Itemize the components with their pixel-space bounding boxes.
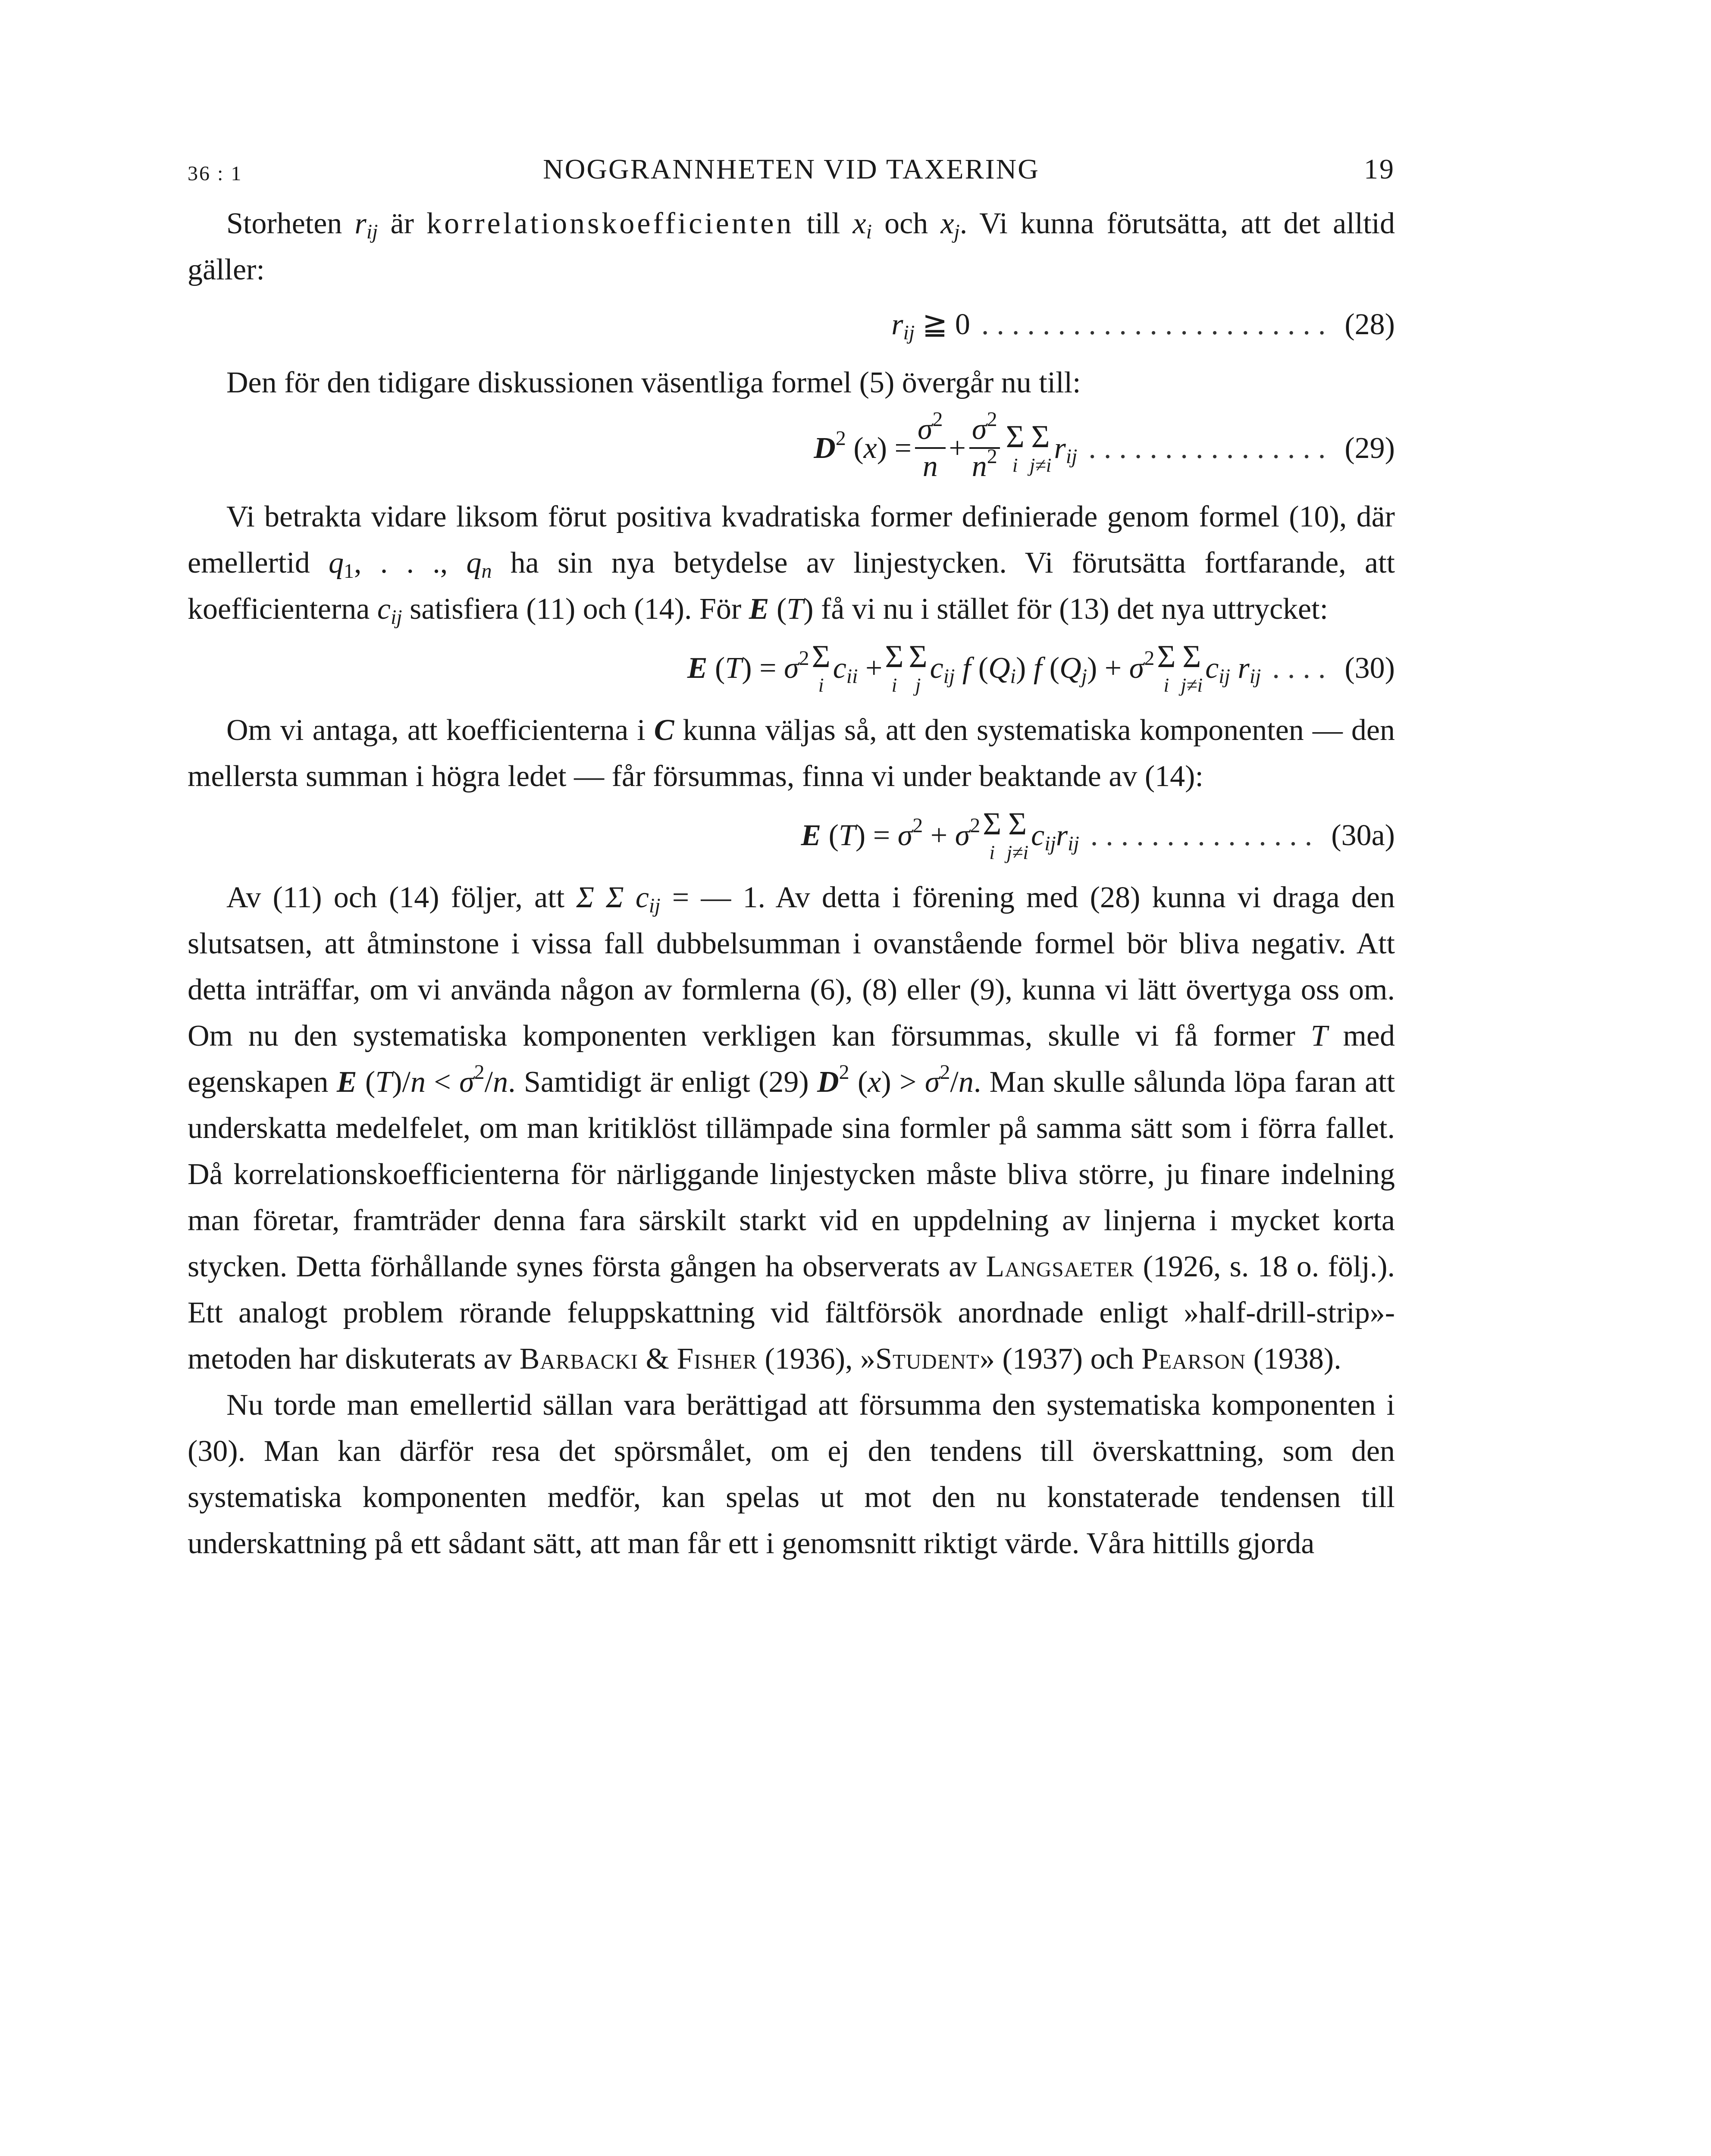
paragraph-2: Den för den tidigare diskussionen väsentliga formel (5) övergår nu till:: [226, 366, 1081, 399]
equation-28: $r_{ij}$ ≧ 0 ....................... (28): [188, 301, 1395, 348]
equation-29: $D^2$ (x) = $\frac{\sigma^2}{n}$ + $\frac{\sigma^2}{n^2}$ Σ i Σ j≠i $r_{ij}$ ................ (29): [814, 408, 1395, 483]
paragraph-3: Vi betrakta vidare liksom förut positiva kvadratiska former definierade genom formel (10), där emellertid $q_1$, . . ., $q_n$ ha sin nya betydelse av linjestycken. Vi förutsätta fortfarande, att koefficienterna $c_{ij}$ satisfiera (11) och (14). För E (T) få vi nu i stället för (13) det nya uttrycket:: [188, 500, 1395, 629]
paragraph-6: Nu torde man emellertid sällan vara berättigad att försumma den systematiska komponenten i (30). Man kan därför resa det spörsmålet, om ej den tendens till överskattning, som den systematiska komponenten medför, kan spelas ut mot den nu konstaterade tendensen till underskattning på ett sådant sätt, att man får ett i genomsnitt riktigt värde. Våra hittills gjorda: [188, 1388, 1395, 1560]
leader-dots: ................: [1088, 431, 1334, 465]
equation-number: (30a): [1331, 818, 1395, 852]
running-header: [188, 153, 1395, 201]
paragraph-5: Av (11) och (14) följer, att Σ Σ $c_{ij}$ = — 1. Av detta i förening med (28) kunna vi draga den slutsatsen, att åtminstone i vissa fall dubbelsumman i ovanstående formel bör bliva negativ. Att detta inträffar, om vi använda någon av formlerna (6), (8) eller (9), kunna vi lätt övertyga oss om. Om nu den systematiska komponenten verkligen kan försummas, skulle vi få former T med egenskapen E $(T)/n < \sigma^2/n$. Samtidigt är enligt (29) $D^2$ $(x) > \sigma^2/n$. Man skulle sålunda löpa faran att underskatta medelfelet, om man kritiklöst tillämpade sina formler på samma sätt som i förra fallet. Då korrelationskoefficienterna för närliggande linjestycken måste bliva större, ju finare indelning man företar, framträder denna fara särskilt starkt vid en uppdelning av linjerna i mycket korta stycken. Detta förhållande synes första gången ha observerats av Langsaeter (1926, s. 18 o. följ.). Ett analogt problem rörande feluppskattning vid fältförsök anordnade enligt »half-drill-strip»-metoden har diskuterats av Barbacki & Fisher (1936), »Student» (1937) och Pearson (1938).: [188, 881, 1395, 1376]
paragraph-1: Storheten $r_{ij}$ är korrelationskoefficienten till $x_i$ och $x_j$. Vi kunna förutsätta, att det alltid gäller:: [188, 207, 1395, 286]
journal-issue: 36 : 1: [188, 162, 243, 185]
leader-dots: ....: [1272, 651, 1334, 685]
equation-30: E $(T) = \sigma^2$ Σ i $c_{ii}$ + Σ i Σ j $c_{ij}$ f $(Q_i)$ f $(Q_j) + \sigma^2$ Σ i Σ j≠i $c_{ij}$ $r_{ij}$ .... (30): [687, 639, 1395, 696]
page-number: 19: [1364, 154, 1395, 185]
equation-number: (29): [1344, 431, 1395, 465]
running-title: NOGGRANNHETEN VID TAXERING: [543, 154, 1040, 185]
leader-dots: .......................: [981, 308, 1334, 341]
equation-number: (28): [1344, 308, 1395, 341]
equation-number: (30): [1344, 651, 1395, 685]
paragraph-4: Om vi antaga, att koefficienterna i C kunna väljas så, att den systematiska komponenten — den mellersta summan i högra ledet — får försummas, finna vi under beaktande av (14):: [188, 714, 1395, 793]
equation-30a: E $(T) = \sigma^2 + \sigma^2$ Σ i Σ j≠i $c_{ij}r_{ij}$ ............... (30a): [801, 806, 1395, 863]
page: [188, 153, 1395, 1567]
leader-dots: ...............: [1090, 818, 1320, 852]
